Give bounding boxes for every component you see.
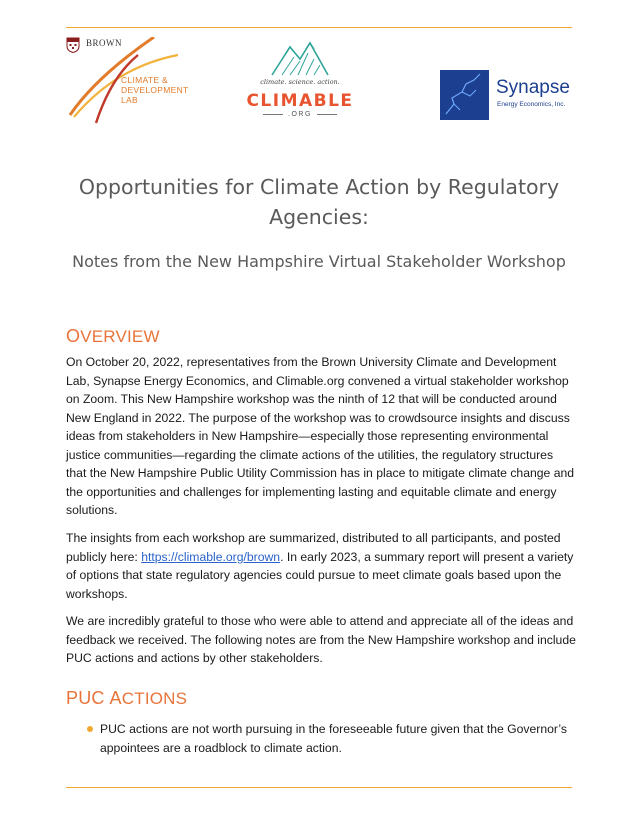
climable-logo xyxy=(238,41,368,121)
climable-org: .ORG xyxy=(238,111,362,118)
puc-actions-heading: PUC ACTIONS xyxy=(66,688,188,708)
synapse-logo xyxy=(440,70,580,120)
brown-wordmark: BROWN xyxy=(86,38,122,48)
synapse-wordmark: Synapse xyxy=(496,77,570,98)
climable-brown-link[interactable]: https://climable.org/brown xyxy=(141,549,281,564)
cdl-lab-name: CLIMATE & DEVELOPMENT LAB xyxy=(121,75,189,105)
mountain-icon xyxy=(270,41,330,77)
overview-heading: OVERVIEW xyxy=(66,326,160,346)
bottom-rule xyxy=(66,787,572,788)
synapse-subtitle: Energy Economics, Inc. xyxy=(497,101,566,108)
top-rule xyxy=(66,27,572,28)
overview-paragraph-1: On October 20, 2022, representatives from the Brown University Climate and Development Lab, Synapse Energy Economics, and Climable.org convened a virtual stakeholder workshop on Zoom. This New Hampshire workshop was the ninth of 12 that will be conducted around New England in 2022. The purpose of the workshop was to crowdsource insights and discuss ideas from stakeholders in New Hampshire—especially those representing environmental justice communities—regarding the climate actions of the utilities, the regulatory structures that the New Hampshire Public Utility Commission has in place to mitigate climate change and the opportunities and challenges for implementing lasting and equitable climate and energy solutions. xyxy=(66,355,575,517)
climable-tagline: climate. science. action. xyxy=(260,78,340,86)
climable-wordmark: CLIMABLE xyxy=(246,91,354,111)
synapse-mark-icon xyxy=(440,70,489,120)
brown-cdl-logo xyxy=(66,37,189,127)
document-title: Opportunities for Climate Action by Regulatory Agencies: xyxy=(78,175,560,229)
document-subtitle: Notes from the New Hampshire Virtual Stakeholder Workshop xyxy=(72,252,566,271)
list-item: PUC actions are not worth pursuing in the foreseeable future given that the Governor’s appointees are a roadblock to climate action. xyxy=(100,722,568,755)
overview-paragraph-3: We are incredibly grateful to those who were able to attend and appreciate all of the ideas and feedback we received. The following notes are from the New Hampshire workshop and include PUC actions and actions by other stakeholders. xyxy=(66,614,576,665)
bullet-icon xyxy=(87,726,93,732)
overview-paragraph-2: The insights from each workshop are summarized, distributed to all participants, and posted publicly here: https://climable.org/brown. In early 2023, a summary report will present a variety of options that state regulatory agencies could pursue to meet climate goals based upon the workshops. xyxy=(66,531,574,601)
